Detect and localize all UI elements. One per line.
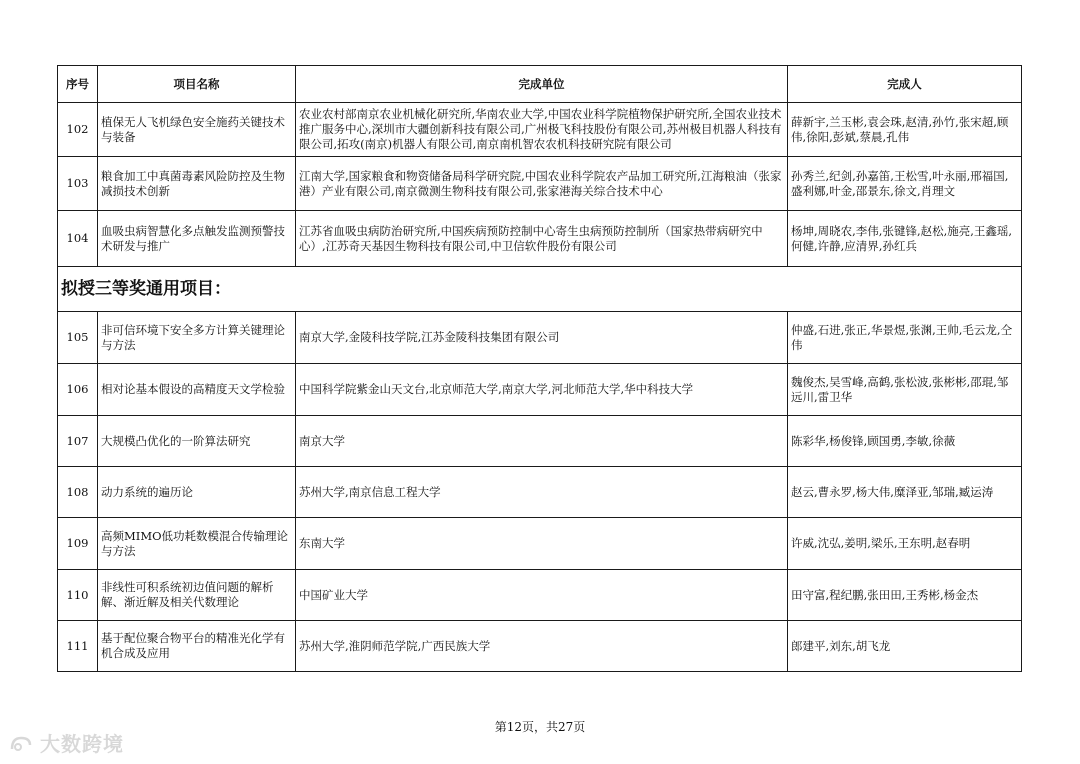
row-people: 薛新宇,兰玉彬,袁会珠,赵清,孙竹,张宋超,顾伟,徐阳,彭斌,蔡晨,孔伟 xyxy=(788,103,1022,157)
table-row xyxy=(58,621,1022,672)
row-people: 郎建平,刘东,胡飞龙 xyxy=(788,621,1022,672)
brand-logo-icon xyxy=(10,735,32,753)
row-project-name: 动力系统的遍历论 xyxy=(98,467,296,518)
row-project-name: 高频MIMO低功耗数模混合传输理论与方法 xyxy=(98,518,296,570)
row-unit: 南京大学 xyxy=(296,416,788,467)
row-people: 杨坤,周晓农,李伟,张键锋,赵松,施亮,王鑫瑶,何健,许静,应清界,孙红兵 xyxy=(788,211,1022,267)
row-people: 仲盛,石进,张正,华景煜,张渊,王帅,毛云龙,仝伟 xyxy=(788,312,1022,364)
row-unit: 中国矿业大学 xyxy=(296,570,788,621)
table-row xyxy=(58,103,1022,157)
table-row xyxy=(58,157,1022,211)
table-header-row xyxy=(58,66,1022,103)
row-number: 109 xyxy=(58,518,98,570)
row-unit: 农业农村部南京农业机械化研究所,华南农业大学,中国农业科学院植物保护研究所,全国农业技术推广服务中心,深圳市大疆创新科技有限公司,广州极飞科技股份有限公司,苏州极目机器人科技有限公司,拓攻(南京)机器人有限公司,南京南机智农农机科技研究院有限公司 xyxy=(296,103,788,157)
row-unit: 中国科学院紫金山天文台,北京师范大学,南京大学,河北师范大学,华中科技大学 xyxy=(296,364,788,416)
row-project-name: 非可信环境下安全多方计算关键理论与方法 xyxy=(98,312,296,364)
row-number: 111 xyxy=(58,621,98,672)
row-project-name: 基于配位聚合物平台的精准光化学有机合成及应用 xyxy=(98,621,296,672)
header-unit: 完成单位 xyxy=(296,66,788,103)
table-row xyxy=(58,211,1022,267)
row-number: 104 xyxy=(58,211,98,267)
row-unit: 江南大学,国家粮食和物资储备局科学研究院,中国农业科学院农产品加工研究所,江海粮油（张家港）产业有限公司,南京微测生物科技有限公司,张家港海关综合技术中心 xyxy=(296,157,788,211)
row-number: 103 xyxy=(58,157,98,211)
table-row xyxy=(58,312,1022,364)
section-title: 拟授三等奖通用项目： xyxy=(58,267,1022,312)
row-people: 许威,沈弘,姜明,梁乐,王东明,赵春明 xyxy=(788,518,1022,570)
row-unit: 东南大学 xyxy=(296,518,788,570)
row-number: 108 xyxy=(58,467,98,518)
row-people: 田守富,程纪鹏,张田田,王秀彬,杨金杰 xyxy=(788,570,1022,621)
row-project-name: 血吸虫病智慧化多点触发监测预警技术研发与推广 xyxy=(98,211,296,267)
row-unit: 苏州大学,淮阴师范学院,广西民族大学 xyxy=(296,621,788,672)
row-unit: 苏州大学,南京信息工程大学 xyxy=(296,467,788,518)
row-number: 105 xyxy=(58,312,98,364)
row-number: 110 xyxy=(58,570,98,621)
header-number: 序号 xyxy=(58,66,98,103)
row-number: 106 xyxy=(58,364,98,416)
row-unit: 江苏省血吸虫病防治研究所,中国疾病预防控制中心寄生虫病预防控制所（国家热带病研究中心）,江苏奇天基因生物科技有限公司,中卫信软件股份有限公司 xyxy=(296,211,788,267)
table-row xyxy=(58,364,1022,416)
header-people: 完成人 xyxy=(788,66,1022,103)
table-row xyxy=(58,570,1022,621)
row-project-name: 大规模凸优化的一阶算法研究 xyxy=(98,416,296,467)
row-number: 107 xyxy=(58,416,98,467)
row-unit: 南京大学,金陵科技学院,江苏金陵科技集团有限公司 xyxy=(296,312,788,364)
header-project-name: 项目名称 xyxy=(98,66,296,103)
row-people: 赵云,曹永罗,杨大伟,糜泽亚,邹瑞,臧运涛 xyxy=(788,467,1022,518)
section-title-row xyxy=(58,267,1022,312)
row-project-name: 植保无人飞机绿色安全施药关键技术与装备 xyxy=(98,103,296,157)
page-number: 第12页，共27页 xyxy=(494,720,586,734)
row-people: 孙秀兰,纪剑,孙嘉笛,王松雪,叶永丽,邢福国,盛利娜,叶金,邵景东,徐文,肖理文 xyxy=(788,157,1022,211)
row-people: 陈彩华,杨俊锋,顾国勇,李敏,徐薇 xyxy=(788,416,1022,467)
row-number: 102 xyxy=(58,103,98,157)
row-people: 魏俊杰,吴雪峰,高鹤,张松波,张彬彬,邵琨,邹远川,雷卫华 xyxy=(788,364,1022,416)
watermark-text: 大数跨境 xyxy=(39,732,124,756)
row-project-name: 粮食加工中真菌毒素风险防控及生物减损技术创新 xyxy=(98,157,296,211)
awards-table xyxy=(57,65,1022,672)
row-project-name: 相对论基本假设的高精度天文学检验 xyxy=(98,364,296,416)
table-row xyxy=(58,467,1022,518)
row-project-name: 非线性可积系统初边值问题的解析解、渐近解及相关代数理论 xyxy=(98,570,296,621)
table-row xyxy=(58,518,1022,570)
table-row xyxy=(58,416,1022,467)
watermark-logo xyxy=(10,728,124,757)
